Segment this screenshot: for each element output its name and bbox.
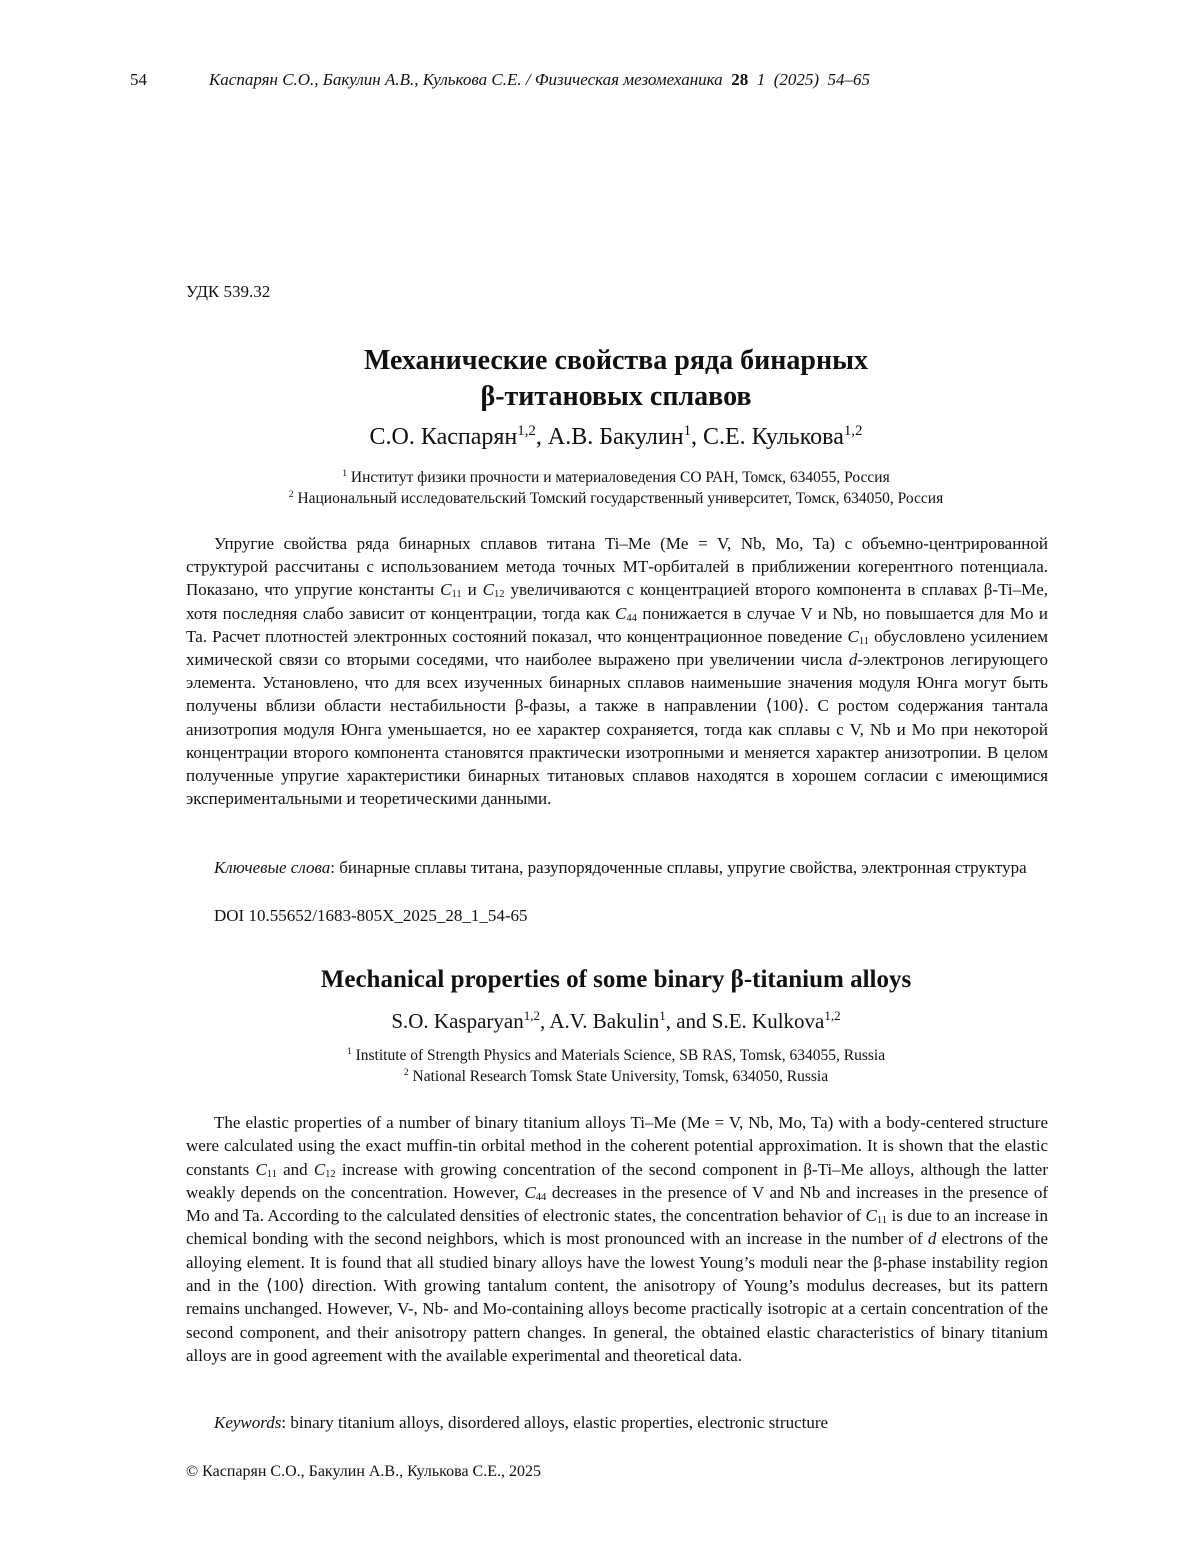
- journal-volume: 28: [731, 70, 748, 89]
- authors-ru: С.О. Каспарян1,2, А.В. Бакулин1, С.Е. Кулькова1,2: [0, 424, 1200, 451]
- affiliation-sup: 2: [289, 489, 294, 500]
- author-name: S.O. Kasparyan: [391, 1009, 523, 1033]
- abstract-text: увеличиваются с концентрацией второго компонента в сплавах β-Ti–Me, хотя последняя слабо зависит от концентрации, тогда как: [186, 580, 1048, 622]
- author-name: A.V. Bakulin: [549, 1009, 659, 1033]
- affiliation-sup: 1: [347, 1046, 352, 1057]
- d-symbol: d: [849, 650, 858, 669]
- title-en: Mechanical properties of some binary β-titanium alloys: [0, 966, 1200, 994]
- constant-symbol: C: [866, 1206, 877, 1225]
- keywords-ru: [186, 856, 1048, 879]
- doi: DOI 10.55652/1683-805X_2025_28_1_54-65: [214, 906, 528, 926]
- affiliations-ru: [0, 467, 1200, 509]
- running-authors: Каспарян С.О., Бакулин А.В., Кулькова С.Е.: [209, 70, 522, 89]
- constant-index: 12: [494, 590, 505, 601]
- title-ru: [0, 343, 1200, 415]
- d-symbol: d: [928, 1229, 937, 1248]
- keywords-label: Keywords: [214, 1413, 281, 1432]
- running-title: [209, 70, 870, 90]
- constant-index: 11: [267, 1169, 277, 1180]
- author-name: С.Е. Кулькова: [703, 424, 844, 450]
- constant-index: 11: [452, 590, 462, 601]
- running-head: [0, 70, 1200, 94]
- constant-index: 11: [859, 636, 869, 647]
- constant-symbol: C: [440, 580, 451, 599]
- journal-pages: 54–65: [828, 70, 871, 89]
- constant-index: 12: [325, 1169, 336, 1180]
- constant-symbol: C: [615, 604, 626, 623]
- affiliation-sup: 1: [342, 468, 347, 479]
- abstract-text: is due to an increase in chemical bonding with the second neighbors, which is most pronounced with an increase in the number of: [186, 1206, 1048, 1248]
- abstract-text: electrons of the alloying element. It is found that all studied binary alloys have the lowest Young’s moduli near the β-phase instability region and in the ⟨100⟩ direction. With growing tantalum content, the anisotropy of Young’s modulus decreases, but its pattern remains unchanged. However, V-, Nb- and Mo-containing alloys become practically isotropic at a certain concentration of the second component, and their anisotropy pattern changes. In general, the obtained elastic characteristics of binary titanium alloys are in good agreement with the available experimental and theoretical data.: [186, 1229, 1048, 1364]
- author-affil-sup: 1,2: [844, 423, 863, 439]
- constant-symbol: C: [314, 1160, 325, 1179]
- affiliation-sup: 2: [404, 1067, 409, 1078]
- copyright: © Каспарян С.О., Бакулин А.В., Кулькова С.Е., 2025: [186, 1463, 541, 1481]
- author-affil-sup: 1,2: [517, 423, 536, 439]
- affiliation-text: National Research Tomsk State University, Tomsk, 634050, Russia: [413, 1068, 829, 1085]
- title-ru-line2: β-титановых сплавов: [0, 379, 1200, 415]
- author-affil-sup: 1: [684, 423, 691, 439]
- journal-name: Физическая мезомеханика: [535, 70, 723, 89]
- affiliation: [0, 467, 1200, 488]
- abstract-text: Упругие свойства ряда бинарных сплавов титана Ti–Me (Me = V, Nb, Mo, Ta) с объемно-центрированной структурой рассчитаны с использованием метода точных МТ-орбиталей в приближении когерентного потенциала. Показано, что упругие константы: [186, 534, 1048, 599]
- abstract-en: [186, 1111, 1048, 1367]
- keywords-text: : бинарные сплавы титана, разупорядоченные сплавы, упругие свойства, электронная структура: [330, 858, 1026, 877]
- author-name: and S.E. Kulkova: [676, 1009, 824, 1033]
- journal-issue: 1: [757, 70, 766, 89]
- author-affil-sup: 1,2: [824, 1008, 840, 1023]
- constant-index: 44: [626, 613, 637, 624]
- udk-code: УДК 539.32: [186, 282, 270, 302]
- abstract-text: and: [277, 1160, 314, 1179]
- author-affil-sup: 1,2: [524, 1008, 540, 1023]
- constant-symbol: C: [524, 1183, 535, 1202]
- abstract-text: The elastic properties of a number of binary titanium alloys Ti–Me (Me = V, Nb, Mo, Ta) with a body-centered structure were calculated using the exact muffin-tin orbital method in the coherent potential approximation. It is shown that the elastic constants: [186, 1113, 1048, 1179]
- affiliation: [0, 488, 1200, 509]
- keywords-label: Ключевые слова: [214, 858, 330, 877]
- author-name: А.В. Бакулин: [548, 424, 684, 450]
- abstract-text: decreases in the presence of V and Nb and increases in the presence of Mo and Ta. According to the calculated densities of electronic states, the concentration behavior of: [186, 1183, 1048, 1225]
- abstract-ru: [186, 532, 1048, 810]
- abstract-text: понижается в случае V и Nb, но повышается для Mo и Ta. Расчет плотностей электронных состояний показал, что концентрационное поведение: [186, 604, 1048, 646]
- constant-index: 11: [877, 1215, 887, 1226]
- author-affil-sup: 1: [659, 1008, 666, 1023]
- authors-en: S.O. Kasparyan1,2, A.V. Bakulin1, and S.E. Kulkova1,2: [0, 1009, 1200, 1034]
- journal-year: (2025): [774, 70, 819, 89]
- affiliation-text: Institute of Strength Physics and Materials Science, SB RAS, Tomsk, 634055, Russia: [356, 1047, 885, 1064]
- author-name: С.О. Каспарян: [370, 424, 518, 450]
- page-number: 54: [130, 70, 147, 90]
- affiliation-text: Институт физики прочности и материаловедения СО РАН, Томск, 634055, Россия: [351, 469, 890, 486]
- constant-index: 44: [536, 1192, 547, 1203]
- affiliations-en: [0, 1045, 1200, 1087]
- keywords-text: : binary titanium alloys, disordered alloys, elastic properties, electronic structure: [281, 1413, 828, 1432]
- constant-symbol: C: [848, 627, 859, 646]
- affiliation: [0, 1045, 1200, 1066]
- keywords-en: [186, 1411, 1048, 1434]
- constant-symbol: C: [255, 1160, 266, 1179]
- abstract-text: обусловлено усилением химической связи со вторыми соседями, что наиболее выражено при увеличении числа: [186, 627, 1048, 669]
- constant-symbol: C: [483, 580, 494, 599]
- abstract-text: increase with growing concentration of the second component in β-Ti–Me alloys, although the latter weakly depends on the concentration. However,: [186, 1160, 1048, 1202]
- abstract-text: и: [462, 580, 483, 599]
- title-ru-line1: Механические свойства ряда бинарных: [0, 343, 1200, 379]
- abstract-text: -электронов легирующего элемента. Установлено, что для всех изученных бинарных сплавов наименьшие значения модуля Юнга могут быть получены вблизи области нестабильности β-фазы, а также в направлении ⟨100⟩. С ростом содержания тантала анизотропия модуля Юнга уменьшается, но ее характер сохраняется, тогда как сплавы с V, Nb и Mo при некоторой концентрации второго компонента становятся практически изотропными и меняется характер анизотропии. В целом полученные упругие характеристики бинарных титановых сплавов находятся в хорошем согласии с имеющимися экспериментальными и теоретическими данными.: [186, 650, 1048, 808]
- affiliation-text: Национальный исследовательский Томский государственный университет, Томск, 634050, Россия: [297, 490, 943, 507]
- affiliation: [0, 1066, 1200, 1087]
- running-separator: /: [522, 70, 535, 89]
